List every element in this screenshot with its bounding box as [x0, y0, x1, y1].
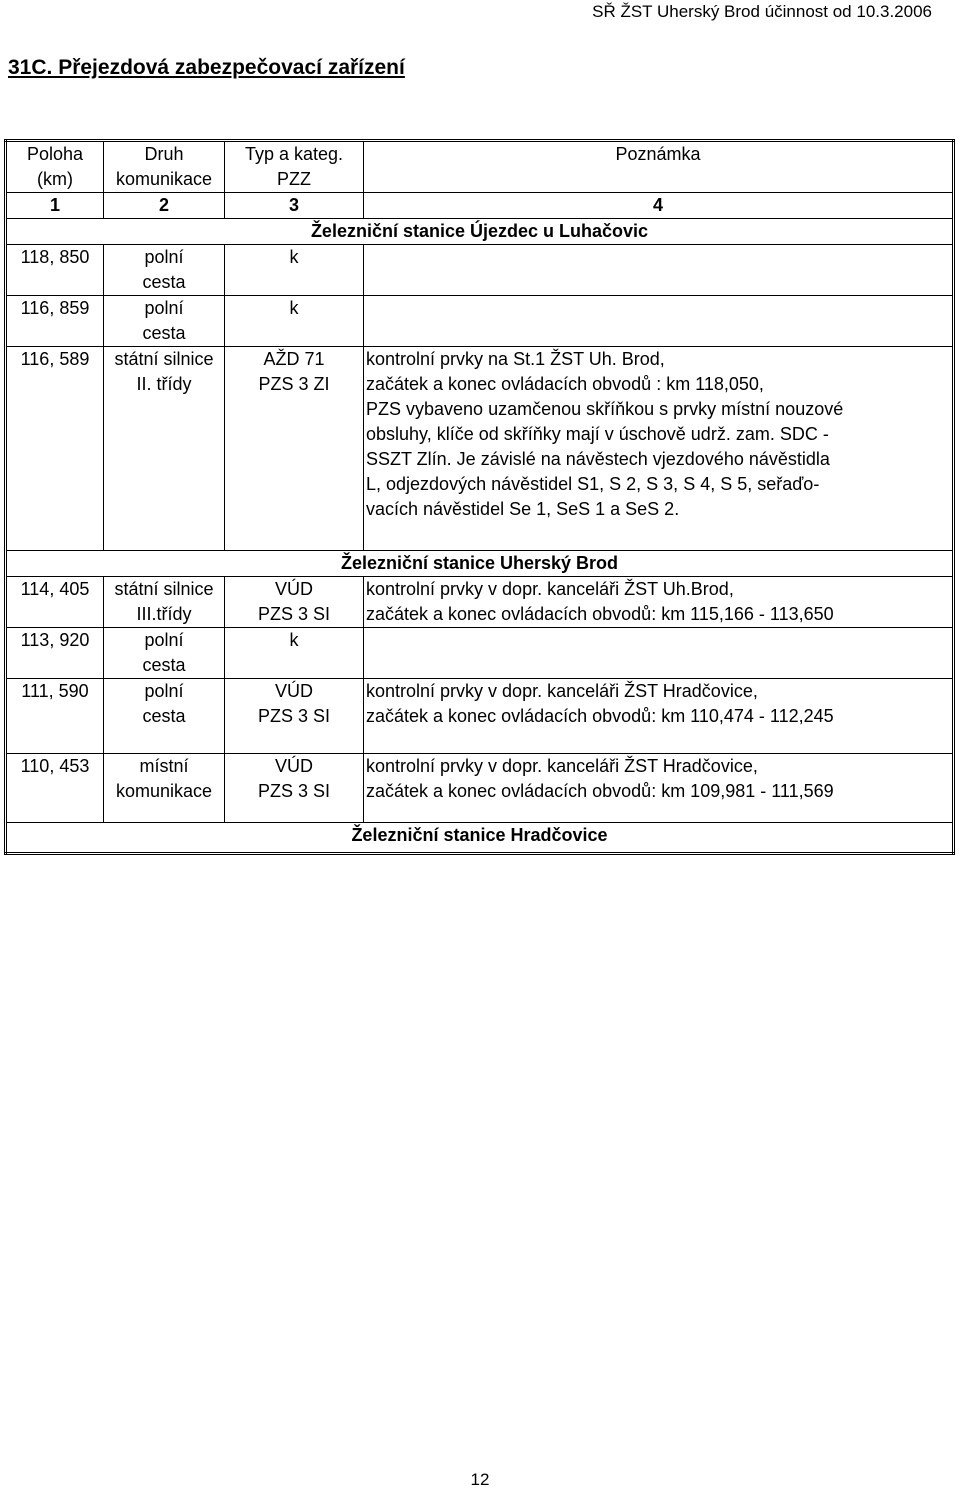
typ-cell: VÚD PZS 3 SI [225, 754, 364, 823]
station-row [6, 551, 954, 577]
druh-cell: polní cesta [104, 628, 225, 679]
table-row [6, 296, 954, 347]
table-header-row [6, 141, 954, 193]
station-row [6, 219, 954, 245]
table-row [6, 577, 954, 628]
km-cell: 116, 859 [6, 296, 104, 347]
table-row [6, 347, 954, 551]
station-heading: Železniční stanice Hradčovice [6, 823, 954, 854]
km-cell: 114, 405 [6, 577, 104, 628]
km-cell: 111, 590 [6, 679, 104, 754]
station-row [6, 823, 954, 854]
station-heading: Železniční stanice Újezdec u Luhačovic [6, 219, 954, 245]
km-cell: 116, 589 [6, 347, 104, 551]
table-row [6, 245, 954, 296]
km-cell: 110, 453 [6, 754, 104, 823]
note-cell: kontrolní prvky v dopr. kanceláři ŽST Uh.Brod, začátek a konec ovládacích obvodů: km 115,166 - 113,650 [364, 577, 954, 628]
note-cell [364, 296, 954, 347]
col-header-poloha: Poloha (km) [6, 141, 104, 193]
note-cell: kontrolní prvky na St.1 ŽST Uh. Brod, začátek a konec ovládacích obvodů : km 118,050, PZS vybaveno uzamčenou skříňkou s prvky místní nouzové obsluhy, klíče od skříňky mají v úschově udrž. zam. SDC - SSZT Zlín. Je závislé na návěstech vjezdového návěstidla L, odjezdových návěstidel S1, S 2, S 3, S 4, S 5, seřaďo- vacích návěstidel Se 1, SeS 1 a SeS 2. [364, 347, 954, 551]
km-cell: 118, 850 [6, 245, 104, 296]
column-number-row [6, 193, 954, 219]
col-number: 2 [104, 193, 225, 219]
col-number: 4 [364, 193, 954, 219]
col-number: 1 [6, 193, 104, 219]
typ-cell: k [225, 628, 364, 679]
typ-cell: AŽD 71 PZS 3 ZI [225, 347, 364, 551]
typ-cell: k [225, 245, 364, 296]
crossings-table [4, 139, 955, 855]
col-header-poznamka: Poznámka [364, 141, 954, 193]
km-cell: 113, 920 [6, 628, 104, 679]
druh-cell: místní komunikace [104, 754, 225, 823]
typ-cell: VÚD PZS 3 SI [225, 679, 364, 754]
druh-cell: státní silnice III.třídy [104, 577, 225, 628]
note-cell [364, 628, 954, 679]
typ-cell: VÚD PZS 3 SI [225, 577, 364, 628]
druh-cell: polní cesta [104, 245, 225, 296]
typ-cell: k [225, 296, 364, 347]
table-row [6, 754, 954, 823]
col-number: 3 [225, 193, 364, 219]
druh-cell: polní cesta [104, 296, 225, 347]
section-title: 31C. Přejezdová zabezpečovací zařízení [8, 56, 405, 79]
page-number: 12 [470, 1470, 490, 1489]
col-header-druh: Druh komunikace [104, 141, 225, 193]
table-row [6, 628, 954, 679]
col-header-typ: Typ a kateg. PZZ [225, 141, 364, 193]
druh-cell: státní silnice II. třídy [104, 347, 225, 551]
page-header: SŘ ŽST Uherský Brod účinnost od 10.3.2006 [592, 2, 932, 21]
note-cell: kontrolní prvky v dopr. kanceláři ŽST Hradčovice, začátek a konec ovládacích obvodů: km 109,981 - 111,569 [364, 754, 954, 823]
note-cell: kontrolní prvky v dopr. kanceláři ŽST Hradčovice, začátek a konec ovládacích obvodů: km 110,474 - 112,245 [364, 679, 954, 754]
station-heading: Železniční stanice Uherský Brod [6, 551, 954, 577]
druh-cell: polní cesta [104, 679, 225, 754]
table-row [6, 679, 954, 754]
note-cell [364, 245, 954, 296]
